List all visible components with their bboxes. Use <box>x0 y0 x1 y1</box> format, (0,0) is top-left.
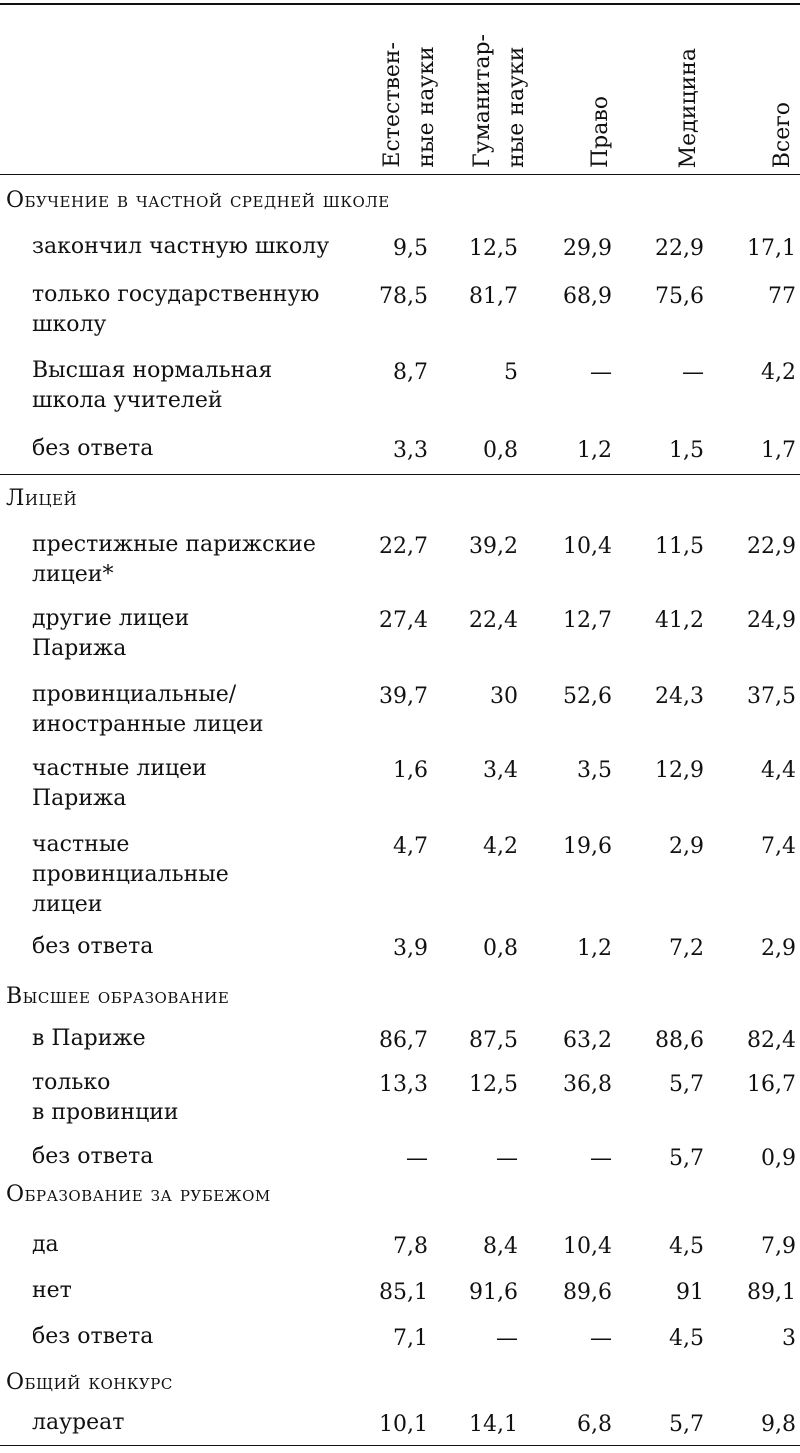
table-cell: 10,4 <box>563 1234 612 1259</box>
table-cell: 81,7 <box>469 284 518 309</box>
row-label: закончил частную школу <box>32 234 330 259</box>
table-cell: 27,4 <box>379 608 428 633</box>
row-label: другие лицеи Парижа <box>32 606 190 661</box>
table-cell: — <box>496 1326 518 1351</box>
section-title: Лицей <box>6 486 78 511</box>
table-cell: 16,7 <box>747 1072 796 1097</box>
table-cell: 0,8 <box>483 438 518 463</box>
table-cell: 7,8 <box>393 1234 428 1259</box>
table-cell: 1,2 <box>577 936 612 961</box>
row-label: Высшая нормальная школа учителей <box>32 358 273 413</box>
table-cell: — <box>496 1146 518 1171</box>
row-label: частные лицеи Парижа <box>32 756 207 811</box>
table-cell: 6,8 <box>577 1412 612 1437</box>
table-cell: 91,6 <box>469 1280 518 1305</box>
table-cell: 7,2 <box>669 936 704 961</box>
table-cell: 3,9 <box>393 936 428 961</box>
table-cell: 63,2 <box>563 1028 612 1053</box>
table-cell: 17,1 <box>747 236 796 261</box>
table-cell: 9,8 <box>761 1412 796 1437</box>
table-cell: 4,5 <box>669 1234 704 1259</box>
table-cell: 24,3 <box>655 684 704 709</box>
table-cell: 85,1 <box>379 1280 428 1305</box>
table-cell: 5 <box>504 360 518 385</box>
table-cell: 4,7 <box>393 834 428 859</box>
row-label: только в провинции <box>32 1070 179 1125</box>
column-header-natural-sciences: Естествен- ные науки <box>380 42 439 168</box>
table-cell: 77 <box>768 284 796 309</box>
table-cell: 7,9 <box>761 1234 796 1259</box>
table-cell: 82,4 <box>747 1028 796 1053</box>
table-cell: — <box>590 1146 612 1171</box>
row-label: провинциальные/ иностранные лицеи <box>32 682 264 737</box>
table-cell: 4,2 <box>483 834 518 859</box>
table-cell: 0,8 <box>483 936 518 961</box>
table-cell: 1,7 <box>761 438 796 463</box>
table-cell: 2,9 <box>669 834 704 859</box>
table-cell: — <box>406 1146 428 1171</box>
row-label: без ответа <box>32 934 154 959</box>
table-cell: 13,3 <box>379 1072 428 1097</box>
table-cell: 8,4 <box>483 1234 518 1259</box>
bottom-rule <box>0 1445 800 1446</box>
column-header-humanities: Гуманитар- ные науки <box>470 34 529 168</box>
row-label: нет <box>32 1278 72 1303</box>
section-title: Образование за рубежом <box>6 1182 271 1207</box>
table-cell: — <box>590 360 612 385</box>
row-label: престижные парижские лицеи* <box>32 532 316 587</box>
table-cell: 7,1 <box>393 1326 428 1351</box>
table-cell: — <box>590 1326 612 1351</box>
table-cell: 30 <box>490 684 518 709</box>
row-label: только государственную школу <box>32 282 320 337</box>
table-cell: 12,7 <box>563 608 612 633</box>
table-cell: 1,6 <box>393 758 428 783</box>
table-cell: 5,7 <box>669 1146 704 1171</box>
section-title: Обучение в частной средней школе <box>6 188 390 213</box>
table-cell: 0,9 <box>761 1146 796 1171</box>
table-cell: 12,9 <box>655 758 704 783</box>
row-label: без ответа <box>32 436 154 461</box>
table-cell: 29,9 <box>563 236 612 261</box>
row-label: частные провинциальные лицеи <box>32 832 229 917</box>
table-cell: 37,5 <box>747 684 796 709</box>
table-cell: 68,9 <box>563 284 612 309</box>
row-label: без ответа <box>32 1144 154 1169</box>
table-cell: 19,6 <box>563 834 612 859</box>
table-cell: 24,9 <box>747 608 796 633</box>
table-cell: 3,3 <box>393 438 428 463</box>
table-cell: 10,1 <box>379 1412 428 1437</box>
table-cell: 2,9 <box>761 936 796 961</box>
table-cell: 39,7 <box>379 684 428 709</box>
table-cell: 7,4 <box>761 834 796 859</box>
table-cell: 52,6 <box>563 684 612 709</box>
table-cell: 22,7 <box>379 534 428 559</box>
table-cell: 87,5 <box>469 1028 518 1053</box>
table-cell: 10,4 <box>563 534 612 559</box>
table-cell: 14,1 <box>469 1412 518 1437</box>
top-rule <box>0 3 800 5</box>
table-cell: 3,5 <box>577 758 612 783</box>
table-cell: — <box>682 360 704 385</box>
table-cell: 1,2 <box>577 438 612 463</box>
column-header-total: Всего <box>770 101 795 168</box>
table-cell: 3,4 <box>483 758 518 783</box>
section-title: Высшее образование <box>6 984 230 1009</box>
row-label: в Париже <box>32 1026 146 1051</box>
table-cell: 12,5 <box>469 236 518 261</box>
table-cell: 1,5 <box>669 438 704 463</box>
table-cell: 12,5 <box>469 1072 518 1097</box>
table-cell: 9,5 <box>393 236 428 261</box>
section-rule <box>0 474 800 475</box>
table-cell: 89,1 <box>747 1280 796 1305</box>
table-cell: 41,2 <box>655 608 704 633</box>
table-cell: 86,7 <box>379 1028 428 1053</box>
row-label: лауреат <box>32 1410 125 1435</box>
column-header-medicine: Медицина <box>676 47 701 168</box>
row-label: да <box>32 1232 59 1257</box>
table-cell: 88,6 <box>655 1028 704 1053</box>
table-cell: 89,6 <box>563 1280 612 1305</box>
header-rule <box>0 174 800 175</box>
table-cell: 78,5 <box>379 284 428 309</box>
column-header-law: Право <box>588 95 613 168</box>
table-cell: 22,9 <box>747 534 796 559</box>
table-cell: 3 <box>782 1326 796 1351</box>
row-label: без ответа <box>32 1324 154 1349</box>
table-cell: 36,8 <box>563 1072 612 1097</box>
table-cell: 11,5 <box>655 534 704 559</box>
table-cell: 8,7 <box>393 360 428 385</box>
section-title: Общий конкурс <box>6 1370 173 1395</box>
table-cell: 22,9 <box>655 236 704 261</box>
table-cell: 75,6 <box>655 284 704 309</box>
table-cell: 4,2 <box>761 360 796 385</box>
table-cell: 39,2 <box>469 534 518 559</box>
table-cell: 91 <box>676 1280 704 1305</box>
table-cell: 22,4 <box>469 608 518 633</box>
table-cell: 5,7 <box>669 1072 704 1097</box>
table-cell: 4,5 <box>669 1326 704 1351</box>
table-cell: 4,4 <box>761 758 796 783</box>
table-cell: 5,7 <box>669 1412 704 1437</box>
